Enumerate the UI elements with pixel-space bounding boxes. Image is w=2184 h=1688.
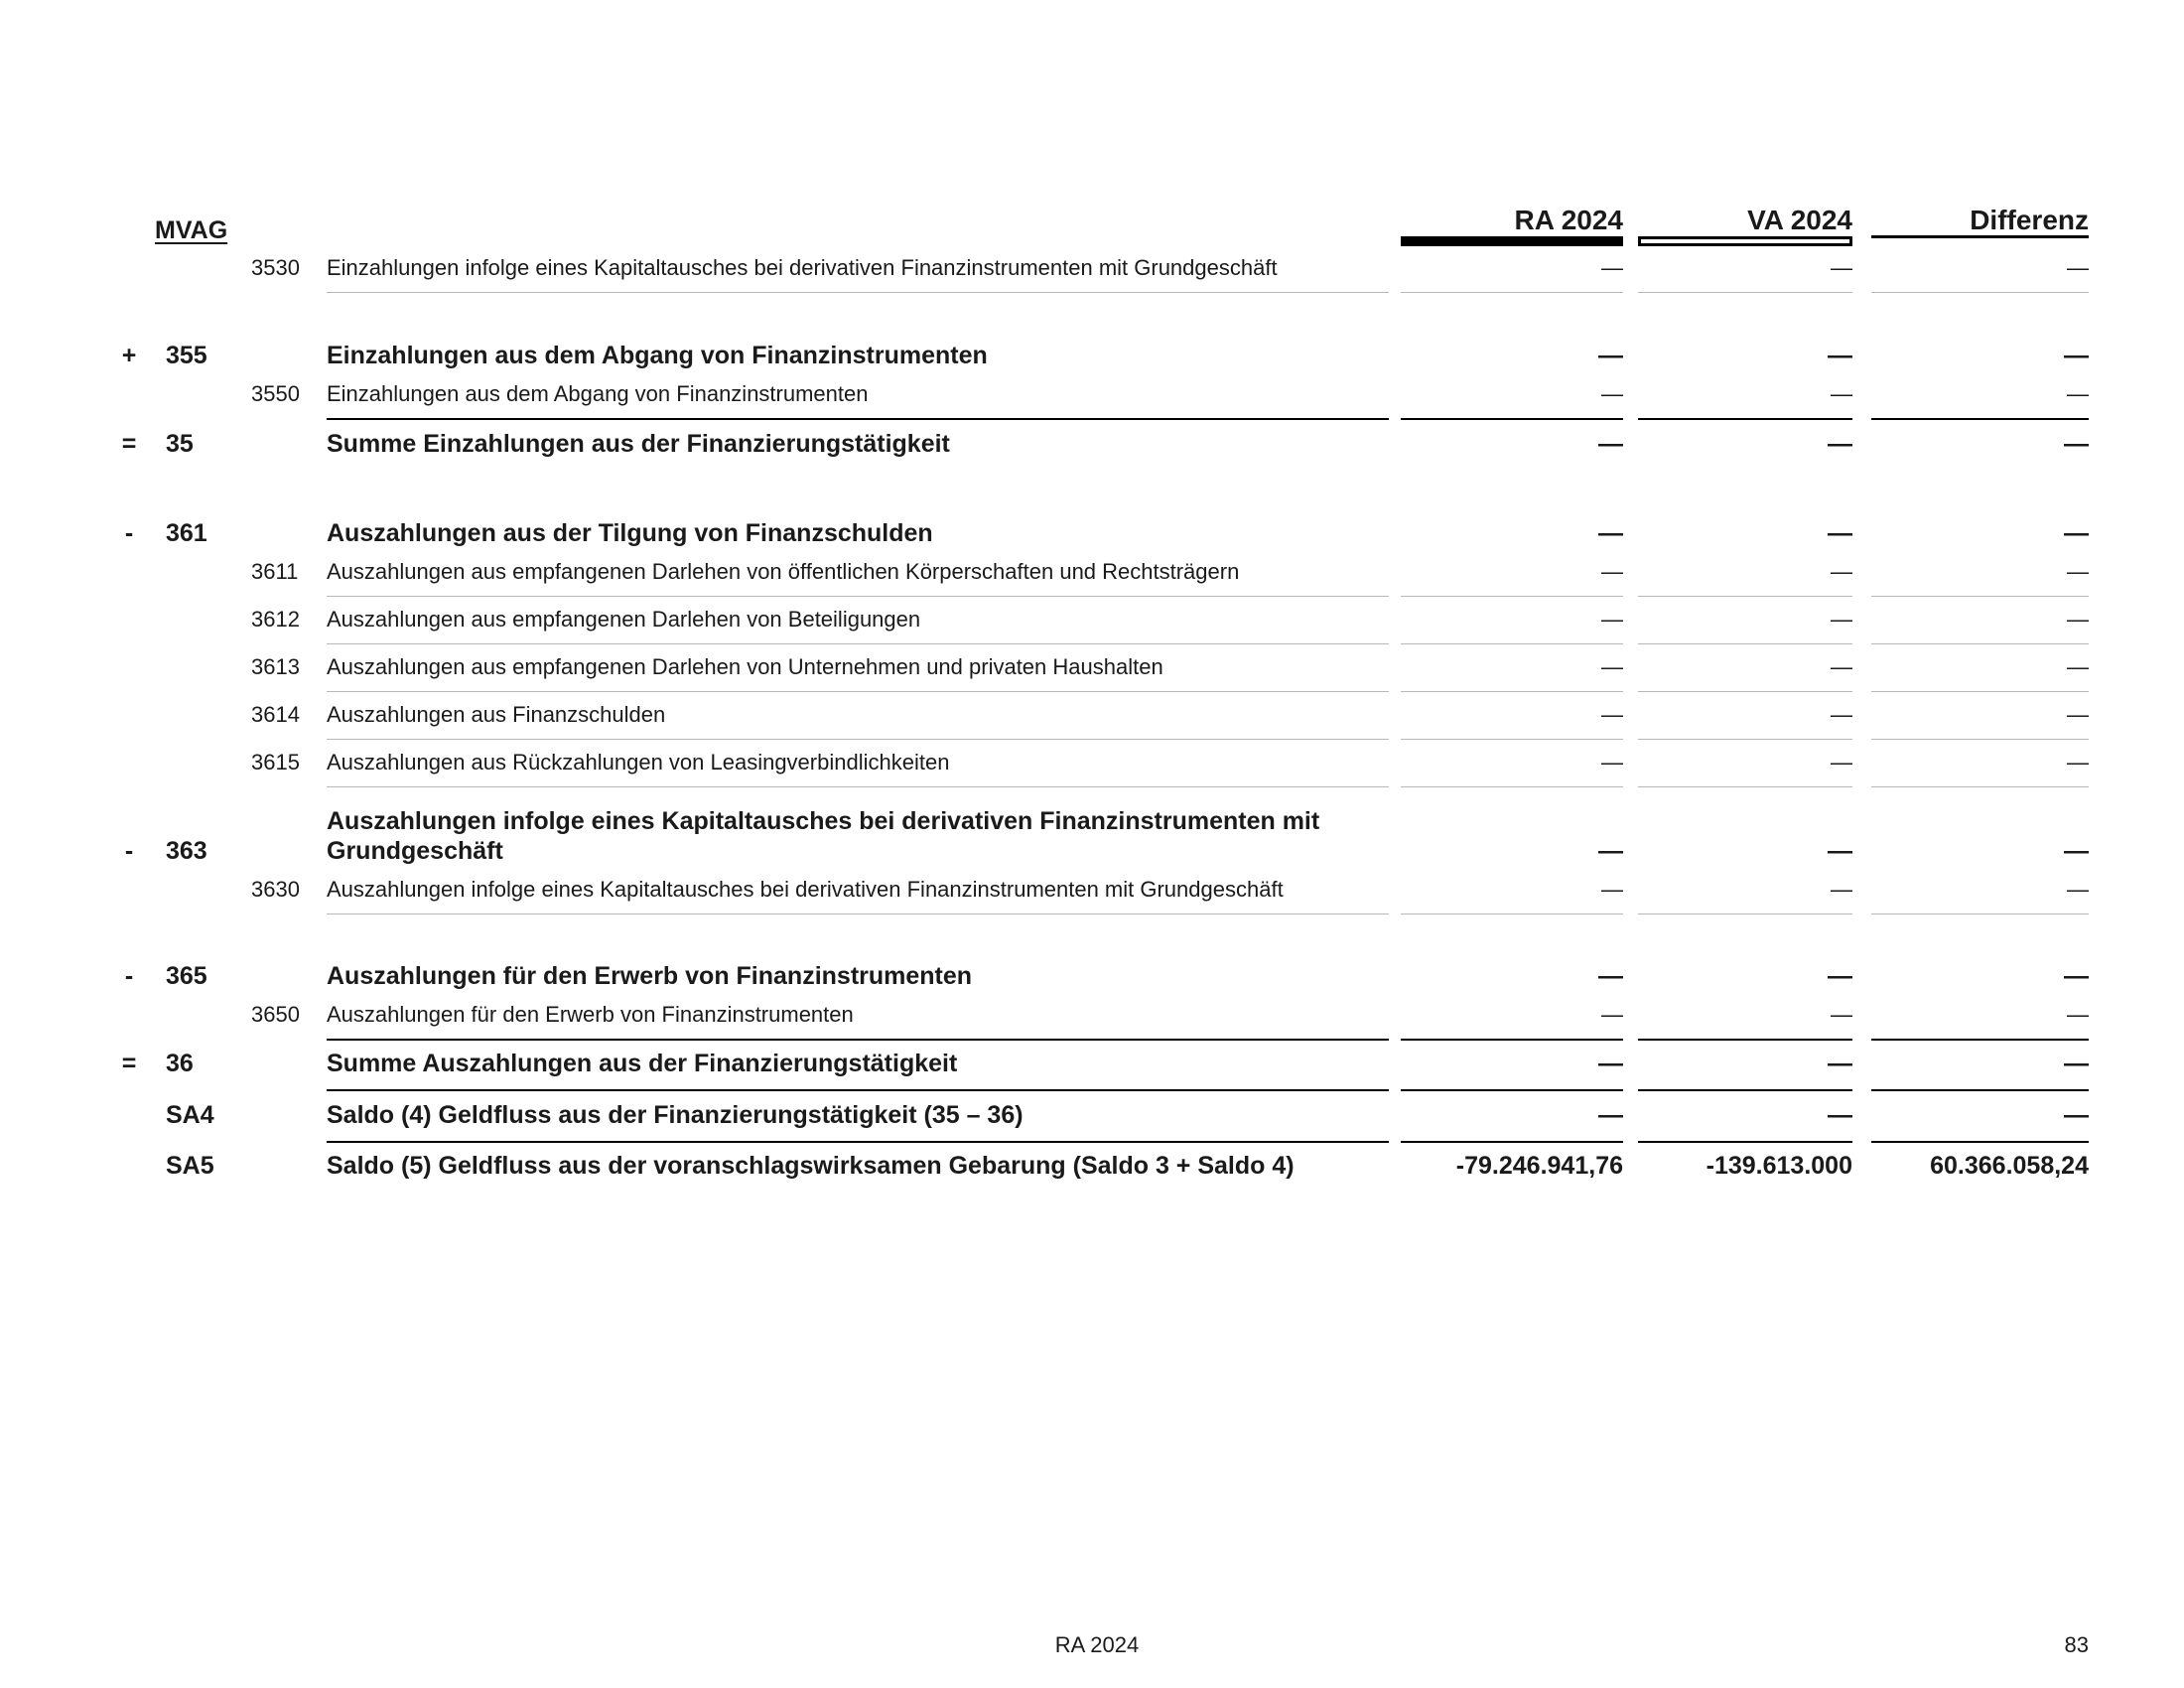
row-label: Einzahlungen aus dem Abgang von Finanzinstrumenten	[327, 381, 869, 406]
va-value: -139.613.000	[1706, 1152, 1852, 1180]
ra-value: —	[1598, 430, 1623, 458]
diff-value: —	[2067, 255, 2089, 280]
row-label: Summe Auszahlungen aus der Finanzierungstätigkeit	[327, 1050, 958, 1077]
mvag-code: SA4	[166, 1101, 214, 1129]
row-divider	[1401, 596, 1623, 597]
row-divider	[1638, 1089, 1852, 1091]
diff-header-bar	[1871, 235, 2089, 238]
sign: -	[124, 519, 134, 547]
va-value: —	[1828, 837, 1852, 865]
va-header-bar	[1638, 236, 1852, 246]
ra-value: —	[1598, 519, 1623, 547]
mvag-code: SA5	[166, 1152, 214, 1180]
ra-value: -79.246.941,76	[1455, 1152, 1623, 1180]
row-divider	[1401, 786, 1623, 787]
row-label: Auszahlungen aus der Tilgung von Finanzschulden	[327, 519, 933, 547]
va-value: —	[1831, 654, 1852, 679]
diff-value: —	[2064, 962, 2089, 990]
sub-code: 3630	[251, 877, 300, 902]
row-divider	[1638, 292, 1852, 293]
ra-header-bar	[1401, 236, 1623, 246]
row-label: Einzahlungen aus dem Abgang von Finanzinstrumenten	[327, 342, 988, 369]
ra-value: —	[1601, 607, 1623, 632]
row-divider	[1401, 1039, 1623, 1041]
col-header-va-2024: VA 2024	[1747, 205, 1852, 235]
ra-value: —	[1598, 1050, 1623, 1077]
mvag-code: 363	[166, 837, 207, 865]
mvag-header: MVAG	[155, 216, 228, 244]
diff-value: —	[2067, 1002, 2089, 1027]
row-label: Auszahlungen aus empfangenen Darlehen von Unternehmen und privaten Haushalten	[327, 654, 1163, 679]
mvag-code: 355	[166, 342, 207, 369]
row-label: Saldo (5) Geldfluss aus der voranschlagswirksamen Gebarung (Saldo 3 + Saldo 4)	[327, 1152, 1295, 1180]
row-divider	[1638, 1141, 1852, 1143]
sign: -	[124, 962, 134, 990]
row-divider	[1401, 418, 1623, 420]
diff-value: —	[2067, 877, 2089, 902]
row-divider	[327, 1039, 1389, 1041]
row-label: Summe Einzahlungen aus der Finanzierungstätigkeit	[327, 430, 950, 458]
sub-code: 3614	[251, 702, 300, 727]
va-value: —	[1831, 255, 1852, 280]
row-divider	[1871, 691, 2089, 692]
va-value: —	[1828, 1050, 1852, 1077]
va-value: —	[1831, 381, 1852, 406]
ra-value: —	[1598, 837, 1623, 865]
row-divider	[1871, 739, 2089, 740]
ra-value: —	[1601, 654, 1623, 679]
diff-value: —	[2064, 430, 2089, 458]
diff-value: —	[2064, 342, 2089, 369]
row-divider	[1638, 596, 1852, 597]
row-divider	[1638, 786, 1852, 787]
sub-code: 3530	[251, 255, 300, 280]
va-value: —	[1831, 750, 1852, 774]
mvag-code: 36	[166, 1050, 194, 1077]
ra-value: —	[1598, 962, 1623, 990]
mvag-code: 35	[166, 430, 194, 458]
sign: -	[124, 837, 134, 865]
va-value: —	[1831, 877, 1852, 902]
row-divider	[1871, 786, 2089, 787]
diff-value: —	[2067, 702, 2089, 727]
va-value: —	[1831, 559, 1852, 584]
va-value: —	[1828, 342, 1852, 369]
mvag-code: 365	[166, 962, 207, 990]
va-value: —	[1831, 607, 1852, 632]
ra-value: —	[1601, 877, 1623, 902]
row-divider	[1871, 596, 2089, 597]
row-divider	[1871, 1039, 2089, 1041]
va-value: —	[1828, 430, 1852, 458]
diff-value: 60.366.058,24	[1930, 1152, 2089, 1180]
row-divider	[1638, 643, 1852, 644]
row-label-line-2: Grundgeschäft	[327, 837, 503, 865]
row-divider	[327, 292, 1389, 293]
sub-code: 3612	[251, 607, 300, 632]
sign: =	[121, 1050, 137, 1077]
row-divider	[1871, 643, 2089, 644]
row-divider	[1871, 1141, 2089, 1143]
row-label: Saldo (4) Geldfluss aus der Finanzierungstätigkeit (35 – 36)	[327, 1101, 1024, 1129]
row-divider	[327, 596, 1389, 597]
row-divider	[327, 691, 1389, 692]
va-value: —	[1828, 962, 1852, 990]
row-divider	[1401, 739, 1623, 740]
row-divider	[1401, 1089, 1623, 1091]
sign: =	[121, 430, 137, 458]
sub-code: 3550	[251, 381, 300, 406]
row-divider	[1871, 292, 2089, 293]
ra-value: —	[1598, 342, 1623, 369]
row-divider	[1401, 691, 1623, 692]
va-value: —	[1831, 702, 1852, 727]
row-divider	[1638, 739, 1852, 740]
sub-code: 3611	[251, 559, 299, 584]
row-divider	[1871, 418, 2089, 420]
row-divider	[327, 739, 1389, 740]
ra-value: —	[1601, 381, 1623, 406]
ra-value: —	[1601, 255, 1623, 280]
footer-title: RA 2024	[1054, 1632, 1140, 1657]
sub-code: 3615	[251, 750, 300, 774]
diff-value: —	[2067, 559, 2089, 584]
diff-value: —	[2064, 1101, 2089, 1129]
row-divider	[1638, 418, 1852, 420]
diff-value: —	[2067, 607, 2089, 632]
col-header-differenz: Differenz	[1970, 205, 2089, 235]
row-label: Auszahlungen aus empfangenen Darlehen von öffentlichen Körperschaften und Rechtsträgern	[327, 559, 1240, 584]
diff-value: —	[2067, 654, 2089, 679]
row-divider	[1638, 691, 1852, 692]
diff-value: —	[2064, 837, 2089, 865]
va-value: —	[1828, 519, 1852, 547]
ra-value: —	[1601, 559, 1623, 584]
sub-code: 3613	[251, 654, 300, 679]
row-divider	[327, 1089, 1389, 1091]
row-label: Auszahlungen infolge eines Kapitaltausches bei derivativen Finanzinstrumenten mit Grundgeschäft	[327, 877, 1284, 902]
va-value: —	[1831, 1002, 1852, 1027]
row-divider	[1401, 643, 1623, 644]
mvag-code: 361	[166, 519, 207, 547]
col-header-ra-2024: RA 2024	[1514, 205, 1623, 235]
diff-value: —	[2067, 381, 2089, 406]
row-divider	[327, 1141, 1389, 1143]
row-label: Auszahlungen aus empfangenen Darlehen von Beteiligungen	[327, 607, 921, 632]
ra-value: —	[1601, 1002, 1623, 1027]
row-divider	[1401, 1141, 1623, 1143]
row-label: Einzahlungen infolge eines Kapitaltausches bei derivativen Finanzinstrumenten mit Grundgeschäft	[327, 255, 1278, 280]
ra-value: —	[1601, 750, 1623, 774]
row-divider	[1871, 1089, 2089, 1091]
row-divider	[1638, 1039, 1852, 1041]
ra-value: —	[1601, 702, 1623, 727]
row-divider	[327, 418, 1389, 420]
row-label: Auszahlungen für den Erwerb von Finanzinstrumenten	[327, 1002, 854, 1027]
diff-value: —	[2064, 1050, 2089, 1077]
page-number: 83	[2064, 1632, 2089, 1657]
row-divider	[1401, 292, 1623, 293]
row-divider	[327, 786, 1389, 787]
sign: +	[121, 342, 137, 369]
diff-value: —	[2064, 519, 2089, 547]
row-label: Auszahlungen für den Erwerb von Finanzinstrumenten	[327, 962, 973, 990]
row-divider	[327, 643, 1389, 644]
row-label: Auszahlungen aus Rückzahlungen von Leasingverbindlichkeiten	[327, 750, 950, 774]
row-label-line-1: Auszahlungen infolge eines Kapitaltausches bei derivativen Finanzinstrumenten mit	[327, 807, 1320, 835]
sub-code: 3650	[251, 1002, 300, 1027]
row-label: Auszahlungen aus Finanzschulden	[327, 702, 666, 727]
ra-value: —	[1598, 1101, 1623, 1129]
diff-value: —	[2067, 750, 2089, 774]
va-value: —	[1828, 1101, 1852, 1129]
